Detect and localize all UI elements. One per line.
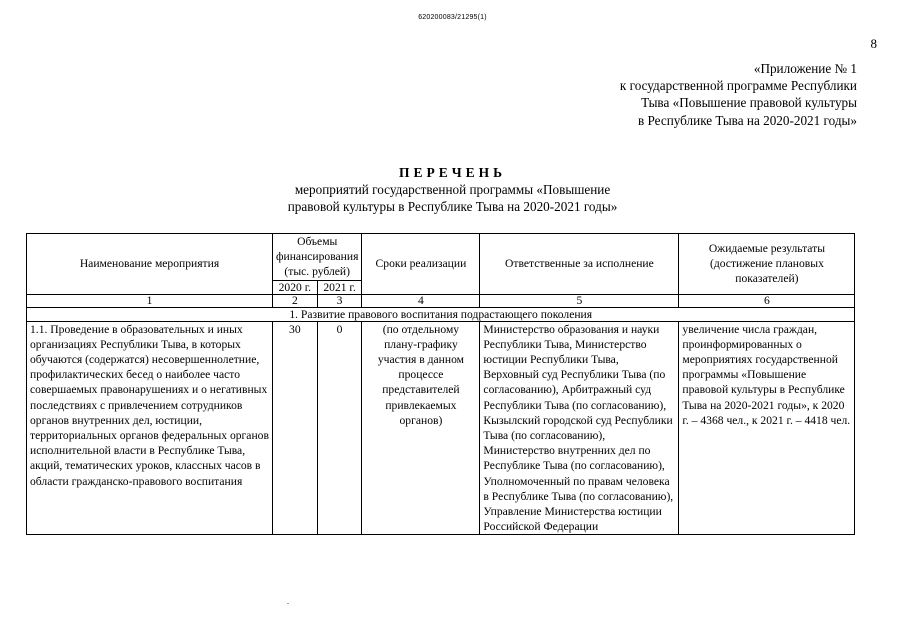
appendix-heading <box>620 60 857 129</box>
header-results: Ожидаемые результаты (достижение плановых показателей) <box>679 234 855 295</box>
appendix-line: в Республике Тыва на 2020-2021 годы» <box>637 112 857 128</box>
column-number: 5 <box>480 294 679 307</box>
table-row <box>27 321 855 535</box>
measures-table <box>26 233 855 535</box>
column-number: 4 <box>362 294 480 307</box>
document-subtitle <box>0 181 905 215</box>
cell-funding-2021: 0 <box>317 321 362 535</box>
cell-terms: (по отдельному плану-графику участия в данном процессе представителей привлекаемых органов) <box>362 321 480 535</box>
subtitle-line: мероприятий государственной программы «Повышение <box>294 182 611 197</box>
cell-name: 1.1. Проведение в образовательных и иных организациях Республики Тыва, в которых обучаются (содержатся) несовершеннолетние, профилактических бесед о наиболее часто совершаемых правонарушениях и о негативных последствиях с привлечением сотрудников органов внутренних дел, юстиции, территориальных органов федеральных органов исполнительной власти в Республике Тыва, акций, тематических уроков, классных часов в области гражданско-правового воспитания <box>27 321 273 535</box>
column-number: 3 <box>317 294 362 307</box>
column-number: 2 <box>273 294 318 307</box>
subtitle-line: правовой культуры в Республике Тыва на 2020-2021 годы» <box>287 199 618 215</box>
document-title: ПЕРЕЧЕНЬ <box>398 165 507 180</box>
document-code: 620200083/21295(1) <box>418 14 487 21</box>
header-funding: Объемы финансирования (тыс. рублей) <box>273 234 362 281</box>
header-responsible: Ответственные за исполнение <box>480 234 679 295</box>
column-number: 6 <box>679 294 855 307</box>
header-name: Наименование мероприятия <box>27 234 273 295</box>
header-year-2020: 2020 г. <box>273 280 318 294</box>
header-terms: Сроки реализации <box>362 234 480 295</box>
table-header-row <box>27 234 855 281</box>
appendix-line: «Приложение № 1 <box>753 61 857 76</box>
section-title: 1. Развитие правового воспитания подрастающего поколения <box>27 307 855 321</box>
section-row <box>27 307 855 321</box>
column-numbers-row <box>27 294 855 307</box>
page-number: 8 <box>870 36 877 51</box>
column-number: 1 <box>27 294 273 307</box>
cell-responsible: Министерство образования и науки Республики Тыва, Министерство юстиции Республики Тыва, Верховный суд Республики Тыва (по согласованию), Арбитражный суд Республики Тыва (по согласованию), Кызылский городской суд Республики Тыва (по согласованию), Министерство внутренних дел по Республике Тыва (по согласованию), Уполномоченный по правам человека в Республике Тыва (по согласованию), Управление Министерства юстиции Российской Федерации <box>480 321 679 535</box>
appendix-line: к государственной программе Республики <box>619 78 857 94</box>
cell-funding-2020: 30 <box>273 321 318 535</box>
appendix-line: Тыва «Повышение правовой культуры <box>641 95 857 111</box>
cell-results: увеличение числа граждан, проинформированных о мероприятиях государственной программы «Повышение правовой культуры в Республике Тыва на 2020-2021 годы», к 2020 г. – 4368 чел., к 2021 г. – 4418 чел. <box>679 321 855 535</box>
header-year-2021: 2021 г. <box>317 280 362 294</box>
scan-mark: . <box>287 597 289 606</box>
